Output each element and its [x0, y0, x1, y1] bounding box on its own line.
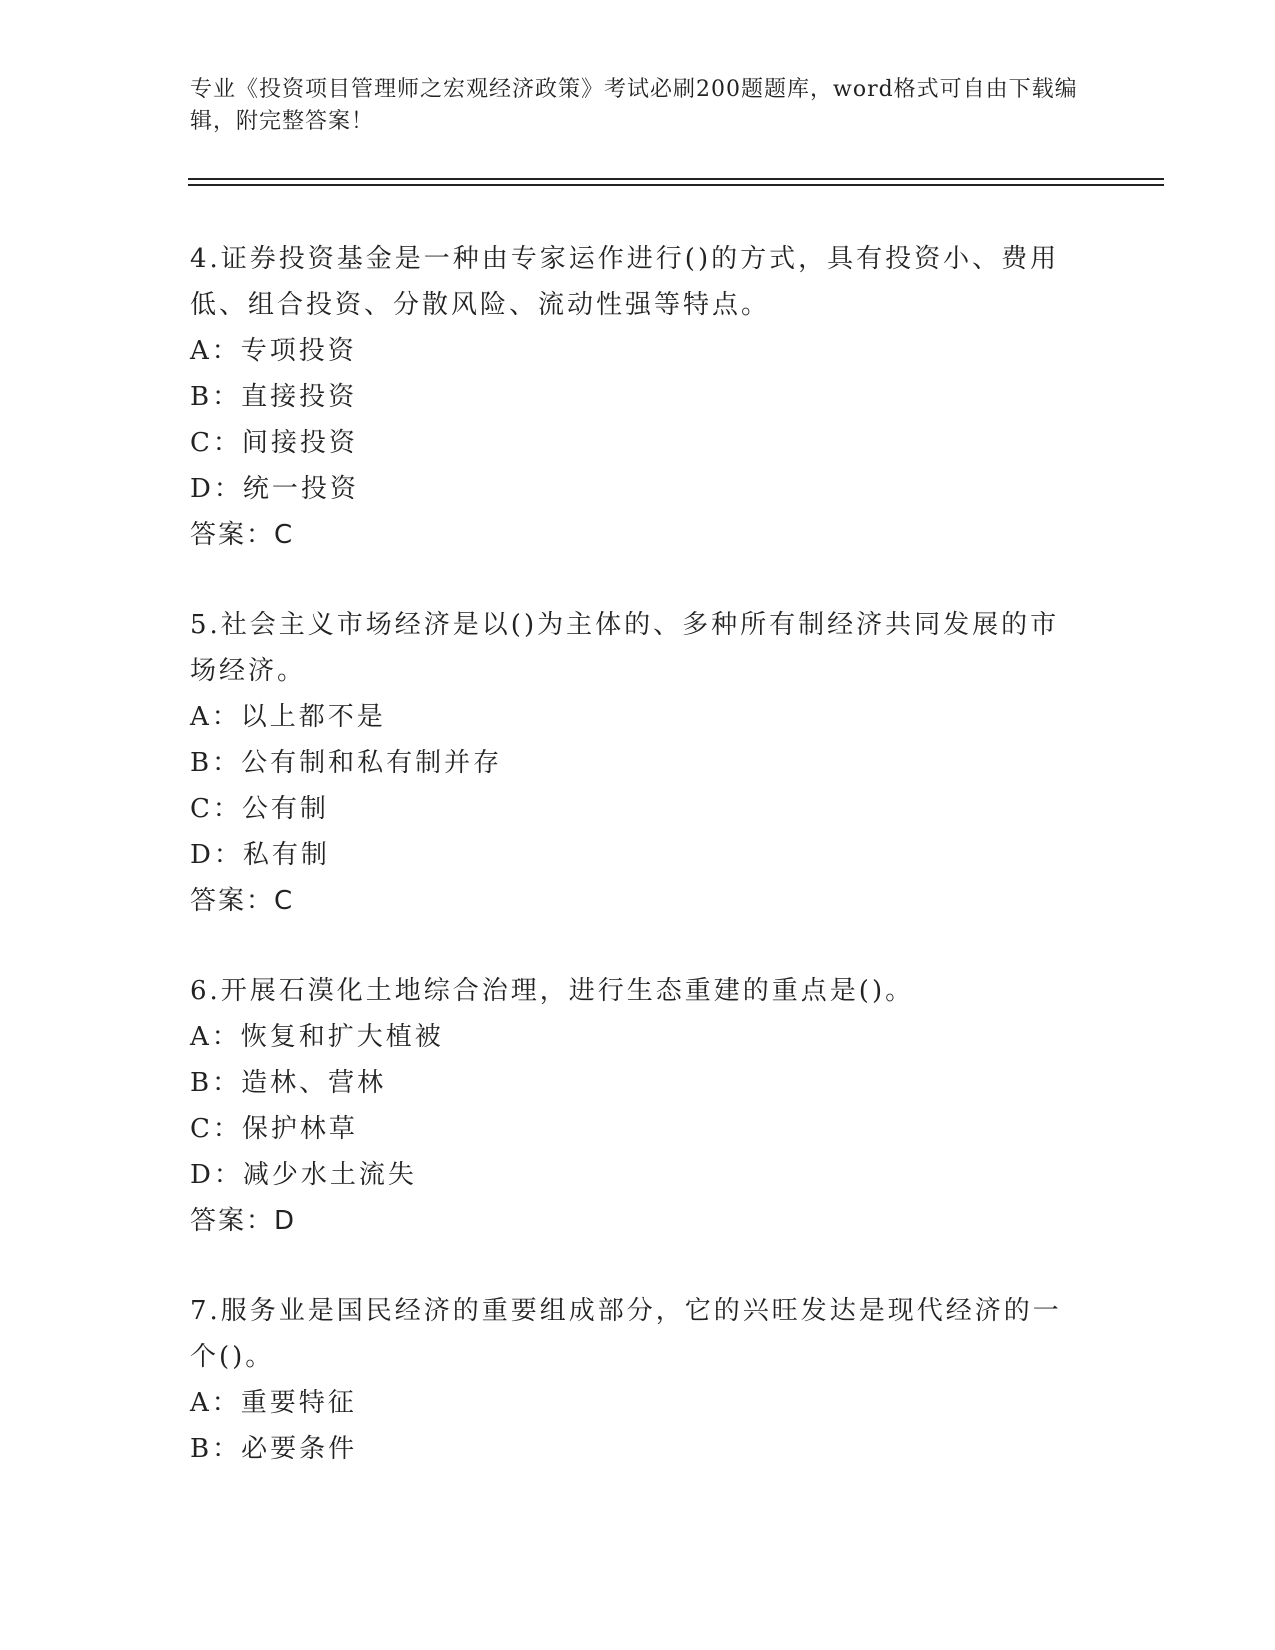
option-b: B：直接投资 [190, 382, 358, 412]
option-c: C：间接投资 [190, 428, 358, 458]
question-stem: 5.社会主义市场经济是以()为主体的、多种所有制经济共同发展的市场经济。 [190, 610, 1060, 686]
option-d: D：统一投资 [190, 474, 359, 504]
question-4 [190, 236, 1070, 558]
answer: 答案：C [190, 520, 295, 550]
option-a: A：专项投资 [190, 336, 357, 366]
option-a: A：以上都不是 [190, 702, 386, 732]
question-stem: 4.证券投资基金是一种由专家运作进行()的方式，具有投资小、费用低、组合投资、分散风险、流动性强等特点。 [190, 244, 1060, 320]
question-stem: 7.服务业是国民经济的重要组成部分，它的兴旺发达是现代经济的一个()。 [190, 1296, 1062, 1372]
question-7 [190, 1288, 1070, 1472]
answer: 答案：D [190, 1206, 297, 1236]
header-divider-top [188, 178, 1164, 180]
question-stem: 6.开展石漠化土地综合治理，进行生态重建的重点是()。 [190, 976, 915, 1006]
option-a: A：重要特征 [190, 1388, 357, 1418]
option-b: B：必要条件 [190, 1434, 358, 1464]
option-b: B：公有制和私有制并存 [190, 748, 503, 778]
option-d: D：减少水土流失 [190, 1160, 417, 1190]
header-divider-bottom [188, 184, 1164, 186]
question-6 [190, 968, 1070, 1244]
option-d: D：私有制 [190, 840, 330, 870]
option-c: C：公有制 [190, 794, 329, 824]
question-5 [190, 602, 1070, 924]
option-c: C：保护林草 [190, 1114, 358, 1144]
option-a: A：恢复和扩大植被 [190, 1022, 444, 1052]
answer: 答案：C [190, 886, 295, 916]
document-header: 专业《投资项目管理师之宏观经济政策》考试必刷200题题库，word格式可自由下载编辑，附完整答案！ [190, 77, 1078, 134]
option-b: B：造林、营林 [190, 1068, 387, 1098]
